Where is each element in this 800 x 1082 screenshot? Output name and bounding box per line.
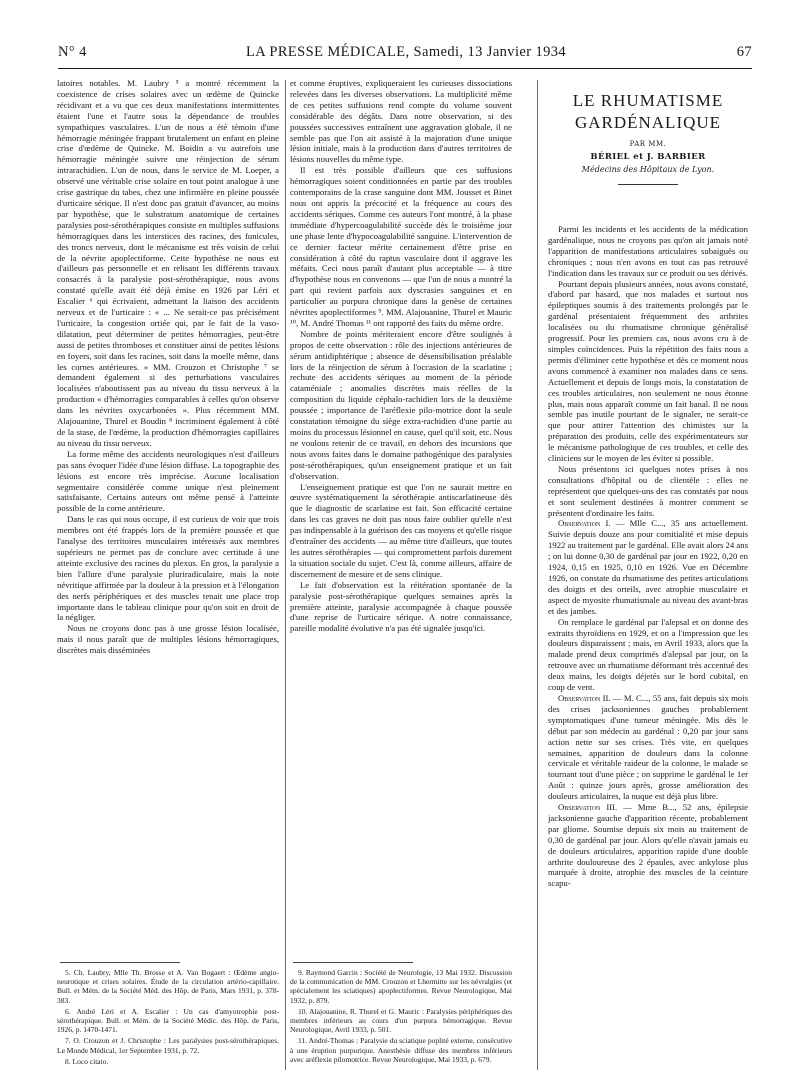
footnotes-column-2 [290, 968, 512, 1066]
article-title-line-1: LE RHUMATISME [572, 91, 724, 110]
article-title-line-2: GARDÉNALIQUE [574, 113, 722, 132]
footnote: 9. Raymond Garcin : Société de Neurologie, 13 Mai 1932. Discussion de la communication de MM. Crouzon et Lhermitte sur les névralgies (et spécialement les sciatiques) apoplectiformes. Revue Neurologique, Mai 1932, p. 879. [290, 968, 512, 1005]
footnote: 6. André Léri et A. Escalier : Un cas d'amyotrophie post-sérothérapique. Bull. et Mém. de la Société Médic. des Hôp. de Paris, 1926, p. 1470-1471. [57, 1006, 279, 1035]
paragraph: Nombre de points mériteraient encore d'être soulignés à propos de cette observation : rôle des injections antérieures de sérum antidiphtérique ; absence de désensibilisation préalable lors de la réinjection de sérum à l'occasion de la scarlatine ; rechute des accidents sériques au moment de la période cataméniale ; anomalies discrètes mais réelles de la composition du liquide céphalo-rachidien lors de la deuxième poussée ; importance de l'aréflexie pilo-motrice dont la seule constatation témoigne du siège extra-rachidien d'une partie au moins du processus lésionnel en cause, quel qu'il soit, etc. Nous ne voulons retenir de ce travail, en dehors des incursions que nous avons faites dans le domaine pathogénique des paralysies post-sérothérapiques, qu'un enseignement pratique et un fait d'observation. [290, 328, 512, 481]
observation-text: — M. C..., 55 ans, fait depuis six mois des crises jacksoniennes gauches probablement symptomatiques d'une tumeur méningée. Mis dès le début par son médecin au gardénal : 0,20 par jour sans action nette sur ses crises. Très vite, en quelques semaines, apparition de douleurs dans la colonne cervicale et véritable raideur de la colonne, le malade se tournant tout d'une pièce ; on supprime le gardénal le 1er Août : quinze jours après, grosse amélioration des douleurs articulaires, la nuque est déjà plus libre. [548, 692, 748, 802]
observation-label: Observation III. [558, 802, 618, 813]
column-divider-1 [285, 80, 286, 1070]
observation-text: — Mme B..., 52 ans, épilepsie jacksonienne gauche d'apparition récente, probablement par gliome. Soumise depuis six mois au traitement de 0,30 de gardénal par jour. Alors qu'elle n'avait jamais eu de douleurs articulaires, apparition rapide d'une double arthrite douloureuse des 2 épaules, avec ankylose plus marquée à droite, atrophie des muscles de la ceinture scapu- [548, 802, 748, 889]
text-column-2 [290, 78, 512, 958]
author-affiliation: Médecins des Hôpitaux de Lyon. [581, 165, 715, 174]
footnote-rule-2 [293, 962, 413, 963]
paragraph: Parmi les incidents et les accidents de la médication gardénalique, nous ne croyons pas qu'on ait jamais noté l'apparition de manifestations articulaires subaiguës ou chroniques ; nous n'en avons en tout cas pas retrouvé l'indication dans les travaux sur ce produit ou ses dérivés. [548, 224, 748, 278]
paragraph: et comme éruptives, expliqueraient les curieuses dissociations relevées dans les diverses observations. La multiplicité même de ces petites suffusions rend compte du volume souvent considérable des dégâts. Dans notre observation, si des poussées successives entraînent une aggravation globale, il ne semble pas que l'on ait assisté à la majoration d'une unique lésion initiale, mais à la production dans d'autres territoires de lésions nouvelles du même type. [290, 78, 512, 165]
paragraph: La forme même des accidents neurologiques n'est d'ailleurs pas sans évoquer l'idée d'une lésion diffuse. La topographie des lésions est encore très imprécise. Aucune localisation segmentaire considérée comme unique n'est pleinement satisfaisante. Certains auteurs ont même pensé à l'atteinte possible de la corne antérieure. [57, 448, 279, 514]
observation-3 [548, 802, 748, 889]
observation-label: Observation II. [558, 692, 611, 703]
observation-1 [548, 518, 748, 616]
text-column-3 [548, 224, 748, 1079]
article-title [548, 90, 748, 134]
issue-number: N° 4 [58, 44, 87, 60]
observation-label: Observation I. [558, 518, 611, 529]
article-title-block [548, 80, 748, 185]
paragraph: Il est très possible d'ailleurs que ces suffusions hémorragiques soient conditionnées en partie par des troubles contemporains de la crase sanguine dont MM. Jousset et Binet nous ont appris la précocité et la fréquence au cours des accidents sériques. Comme ces auteurs l'ont montré, à la phase immédiate d'hypercoagulabilité succède dès le troisième jour une phase lente d'hypocoagulabilité sanguine. L'intervention de ce dernier facteur mérite certainement d'être prise en considération à côté du raptus vasculaire dont il aggrave les méfaits. Ceci nous paraît d'autant plus acceptable — à titre d'hypothèse nous en convenons — que l'un de nous a montré la part qui revient parfois aux dyscrasies sanguines et en particulier au purpura chronique dans la genèse de certaines névrites apoplectiformes ⁹. MM. Alajouanine, Thurel et Mauric ¹⁰, M. André Thomas ¹¹ ont rapporté des faits du même ordre. [290, 165, 512, 328]
paragraph: Le fait d'observation est la réitération spontanée de la paralysie post-sérothérapique quelques semaines après la première atteinte, paralysie accompagnée à chaque poussée d'une reprise de l'urticaire sérique. A notre connaissance, pareille modalité évolutive n'a pas été signalée jusqu'ici. [290, 579, 512, 634]
footnote: 7. O. Crouzon et J. Christophe : Les paralysies post-sérothérapiques. Le Monde Médical, 1er Septembre 1931, p. 72. [57, 1036, 279, 1055]
page-header [58, 44, 752, 70]
masthead-title: LA PRESSE MÉDICALE, Samedi, 13 Janvier 1934 [246, 44, 567, 60]
paragraph: latoires notables. M. Laubry ⁵ a montré récemment la coexistence de crises solaires avec un œdème de Quincke récidivant et a vu que ces deux manifestations intermittentes étaient l'une et l'autre sous la dépendance de troubles sympathiques vasculaires. L'un de nous a été témoin d'une hémorragie méningée frappant brutalement un enfant en pleine crise d'œdème de Quincke. M. Boidin a vu autrefois une hémorragie méningée suivre une réinjection de sérum intrarachidien. L'un de nous, dans le service de M. Loeper, a observé une véritable crise solaire en tout point analogue à une crise gastrique du tabes, chez une infirmière en pleine poussée d'urticaire sérique. Il n'est donc pas gratuit d'avancer, au moins par hypothèse, que le substratum anatomique de certaines paralysies post-sérothérapiques consiste en multiples suffusions hémorragiques dans les interstices des racines, des funicules, des troncs nerveux, dont le mécanisme est très voisin de celui de la névrite apoplectiforme. Cette hypothèse ne nous est d'ailleurs pas personnelle et en relisant les différents travaux consacrés à la paralysie post-sérothérapique, nous avons constaté qu'elle avait été déjà émise en 1926 par Léri et Escalier ⁶ qui écrivaient, admettant la liaison des accidents nerveux et de l'urticaire : « ... Ne serait-ce pas précisément l'urticaire, la congestion ortiée qui, par le fait de la vaso-dilatation, peut déterminer de petites hémorragies, peut-être aussi de petites thromboses et constituer ainsi de petites lésions en foyers, soit dans les racines, soit dans la moelle même, dans les cornes antérieures. » MM. Crouzon et Christophe ⁷ se demandent également si des perturbations vasculaires localisées n'aboutissent pas au niveau du tissu nerveux à la production « d'hémorragies comparables à celles qu'on observe dans les névrites oxycarbonées ». Plus récemment MM. Alajouanine, Thurel et Boudin ⁸ incriminent également à côté de la stase, de l'œdème, la production d'hémorragies capillaires au niveau du tissu nerveux. [57, 78, 279, 448]
footnote: 8. Loco citato. [65, 1056, 109, 1066]
footnotes-column-1 [57, 968, 279, 1068]
text-column-1 [57, 78, 279, 958]
paragraph: On remplace le gardénal par l'alepsal et on donne des extraits thyroïdiens en 1929, et on a l'impression que les douleurs disparaissent ; mais, en Avril 1933, alors que la malade prend deux comprimés d'alepsal par jour, on la retrouve avec un rhumatisme déformant très accentué des deux mains, les doigts déjetés sur le bord cubital, en coup de vent. [548, 616, 748, 693]
paragraph: Nous présentons ici quelques notes prises à nos consultations d'hôpital ou de clientèle : elles ne représentent que quelques-uns des cas constatés par nous et sont seulement destinées à montrer comment se présentent d'ordinaire les faits. [548, 463, 748, 518]
paragraph: Dans le cas qui nous occupe, il est curieux de voir que trois membres ont été frappés lors de la première poussée et que l'analyse des territoires musculaires intéressés aux membres supérieurs ne permet pas de conclure avec certitude à une atteinte exclusive des racines du plexus. En gros, la paralysie a bien l'allure d'une paralysie pluriradiculaire, mais la note névritique affirmée par la douleur à la pression et à l'élongation des nerfs périphériques et des muscles tenait une place trop importante dans le tableau clinique pour qu'on soit en droit de la négliger. [57, 514, 279, 623]
column-divider-2 [537, 80, 538, 1070]
footnote: 10. Alajouanine, R. Thurel et G. Mauric : Paralysies périphériques des membres inférieurs au cours d'un purpura hémorragique. Revue Neurologique, Avril 1933, p. 501. [290, 1006, 512, 1035]
article-authors: BÉRIEL et J. BARBIER [590, 152, 706, 162]
footnote: 5. Ch. Laubry, Mlle Th. Brosse et A. Van Bogaert : Œdème angio-neurotique et crises solaires. Étude de la circulation artério-capillaire. Bull. et Mém. de la Société Méd. des Hôp. de Paris, Mars 1931, p. 378-383. [57, 968, 279, 1005]
paragraph: Pourtant depuis plusieurs années, nous avons constaté, d'abord par hasard, que nos malades et surtout nos épileptiques soumis à des traitements prolongés par le gardénal présentaient fréquemment des arthrites localisées ou du rhumatisme chronique généralisé progressif. Pour les premiers cas, nous avons cru à de simples coïncidences. Puis la répétition des faits nous a permis d'éliminer cette hypothèse et dès ce moment nous avons commencé à examiner nos malades dans ce sens. Actuellement et depuis de longs mois, la constatation de ces troubles articulaires, non seulement ne nous étonne plus, mais nous apparaît comme un fait banal. Il ne nous semble pas inutile pourtant de le signaler, ne serait-ce que pour attirer l'attention des chimistes sur la préparation des produits, celle des expérimentateurs sur le mécanisme pathologique de ces troubles, et celle des cliniciens sur le moyen de les éviter si possible. [548, 278, 748, 464]
page-number: 67 [736, 44, 752, 60]
paragraph: Nous ne croyons donc pas à une grosse lésion localisée, mais il nous paraît que de multiples lésions hémorragiques, discrètes mais disséminées [57, 623, 279, 656]
header-rule [58, 68, 752, 69]
paragraph: L'enseignement pratique est que l'on ne saurait mettre en œuvre systématiquement la sérothérapie antiscarlatineuse dès que le diagnostic de scarlatine est fait. Son efficacité certaine dans les cas graves ne doit pas nous faire oublier qu'elle n'est pas indispensable à la guérison des cas moyens et qu'elle risque d'entraîner des accidents — au même titre d'ailleurs, que toutes les autres sérothérapies — qui compromettent parfois durement la situation sociale du sujet. C'est là, comme ailleurs, affaire de discernement de mesure et de sens clinique. [290, 481, 512, 579]
title-rule [618, 184, 678, 185]
footnote-rule-1 [60, 962, 180, 963]
observation-text: — Mlle C..., 35 ans actuellement. Suivie depuis douze ans pour comitialité et mise depuis 1922 au traitement par le gardénal. Elle avait alors 24 ans ; on lui donne 0,30 de gardénal par jour en 1922, 0,20 en 1924, 0,15 en 1925, 0,10 en 1926. Vue en Décembre 1926, on constate du rhumatisme des petites articulations des doigts et des orteils, avec atrophie musculaire et aspect de myosite rhumatismale au niveau des avant-bras et des jambes. [548, 518, 748, 616]
byline-par: PAR MM. [629, 140, 667, 148]
footnote: 11. André-Thomas : Paralysie du sciatique poplité externe, consécutive à une éruption purpurique. Anesthésie diffuse des membres inférieurs avec aréflexie pilomotrice. Revue Neurologique, Mai 1933, p. 679. [290, 1036, 512, 1064]
observation-2 [548, 693, 748, 802]
